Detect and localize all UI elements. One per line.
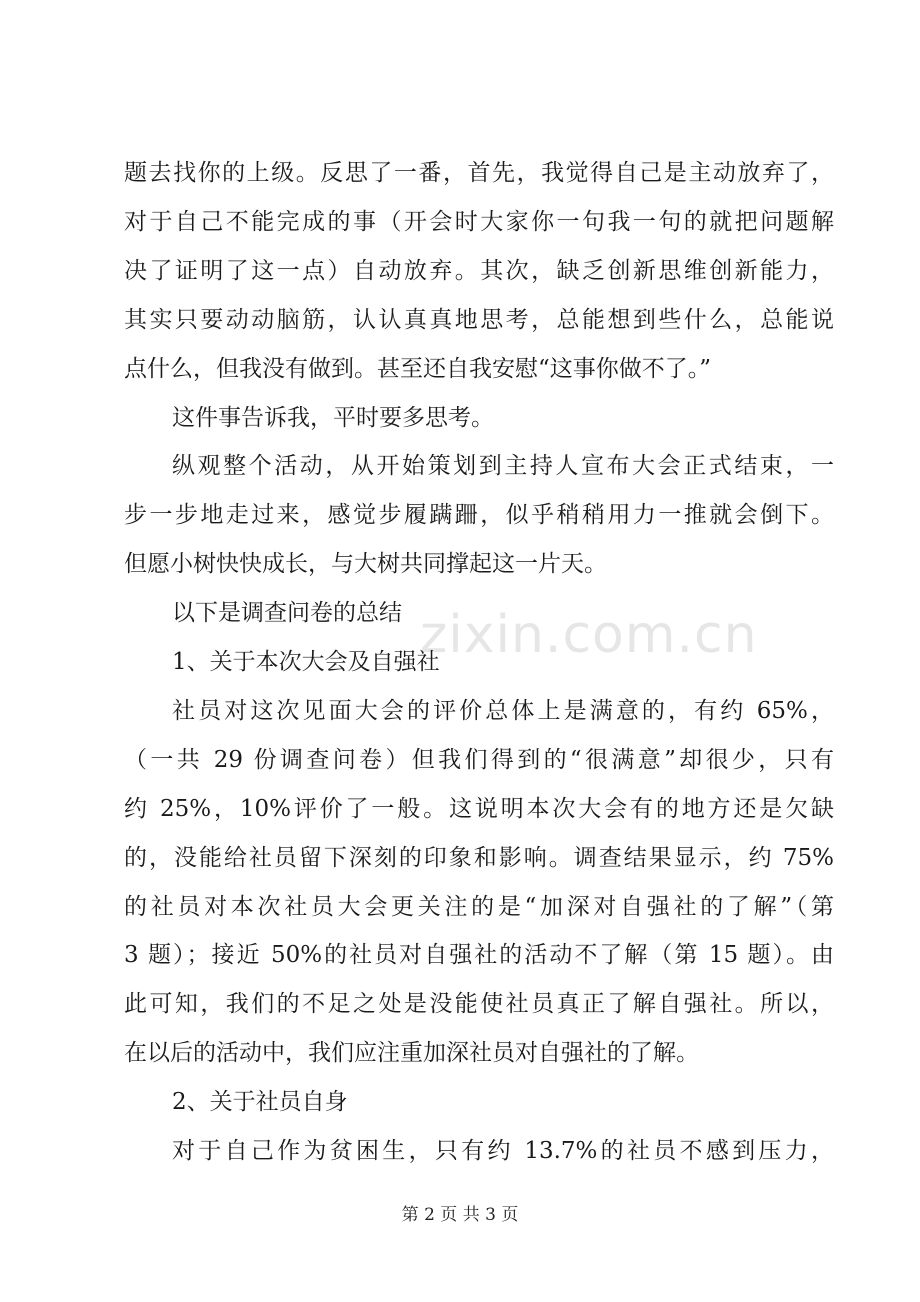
paragraph-line: 点什么，但我没有做到。甚至还自我安慰“这事你做不了。” [124,356,712,382]
paragraph-line: 这件事告诉我，平时要多思考。 [172,405,494,431]
paragraph-line: 对于自己不能完成的事（开会时大家你一句我一句的就把问题解 [124,209,834,235]
paragraph-line: 约 25%，10%评价了一般。这说明本次大会有的地方还是欠缺 [124,796,834,822]
paragraph-line: 的社员对本次社员大会更关注的是“加深对自强社的了解”（第 [124,894,834,920]
paragraph-line: 但愿小树快快成长，与大树共同撑起这一片天。 [124,551,607,577]
paragraph-line: 社员对这次见面大会的评价总体上是满意的，有约 65%， [172,698,834,724]
paragraph-line: 纵观整个活动，从开始策划到主持人宣布大会正式结束，一 [172,453,834,479]
paragraph-line: 3 题）；接近 50%的社员对自强社的活动不了解（第 15 题）。由 [124,942,834,968]
paragraph-line: （一共 29 份调查问卷）但我们得到的“很满意”却很少，只有 [124,747,834,773]
page-footer: 第 2 页 共 3 页 [401,1205,519,1225]
section-heading: 2、关于社员自身 [172,1089,348,1115]
paragraph-line: 题去找你的上级。反思了一番，首先，我觉得自己是主动放弃了， [124,160,834,186]
paragraph-line: 在以后的活动中，我们应注重加深社员对自强社的了解。 [124,1040,699,1066]
paragraph-line: 决了证明了这一点）自动放弃。其次，缺乏创新思维创新能力， [124,258,834,284]
section-heading: 1、关于本次大会及自强社 [172,649,440,675]
section-intro: 以下是调查问卷的总结 [172,600,402,626]
paragraph-line: 其实只要动动脑筋，认认真真地思考，总能想到些什么，总能说 [124,307,834,333]
paragraph-line: 步一步地走过来，感觉步履蹒跚，似乎稍稍用力一推就会倒下。 [124,502,834,528]
paragraph-line: 对于自己作为贫困生，只有约 13.7%的社员不感到压力， [172,1138,834,1164]
paragraph-line: 此可知，我们的不足之处是没能使社员真正了解自强社。所以， [124,991,834,1017]
watermark-text: zixin.com.cn [420,605,758,665]
paragraph-line: 的，没能给社员留下深刻的印象和影响。调查结果显示，约 75% [124,845,834,871]
